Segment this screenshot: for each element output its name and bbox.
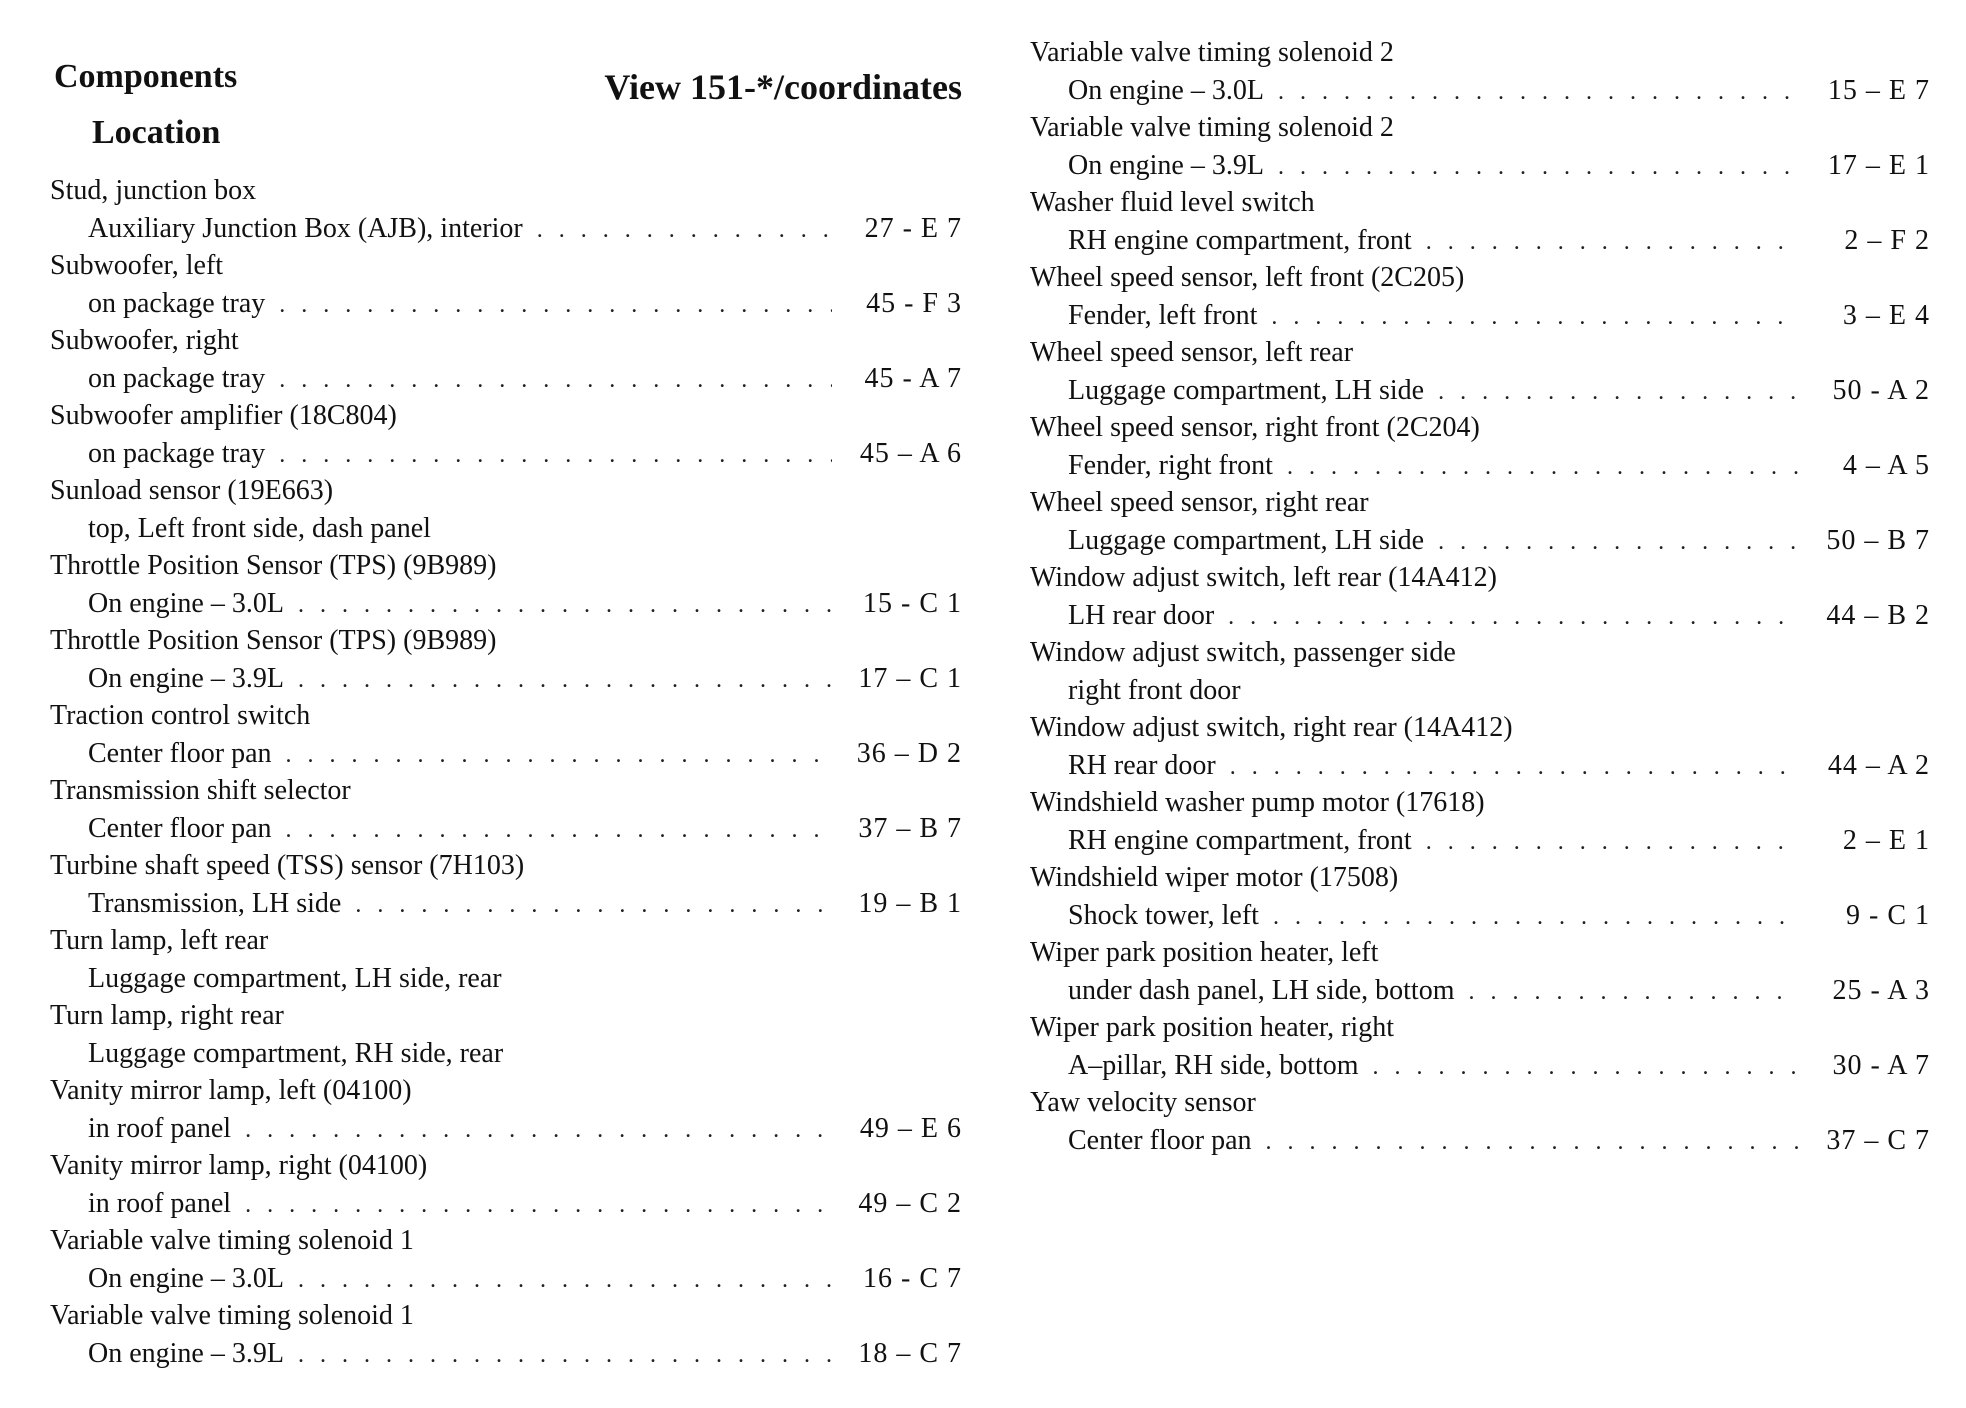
- component-coordinate: 37 – B 7: [858, 812, 962, 844]
- component-location: On engine – 3.9L: [88, 1337, 284, 1369]
- dot-leader: [355, 887, 832, 925]
- component-location-line: [50, 735, 962, 773]
- component-name: Window adjust switch, left rear (14A412): [1030, 562, 1497, 593]
- component-location: On engine – 3.0L: [88, 1262, 284, 1294]
- component-entry: [50, 1222, 962, 1297]
- component-location: on package tray: [88, 362, 266, 394]
- dot-leader: [279, 362, 832, 400]
- component-location-line: [1030, 1047, 1930, 1085]
- component-coordinate: 37 – C 7: [1826, 1124, 1930, 1156]
- component-location: Fender, left front: [1068, 299, 1258, 331]
- header-title-location: Location: [92, 114, 221, 151]
- component-name: Vanity mirror lamp, right (04100): [50, 1150, 428, 1181]
- component-entry: [50, 1147, 962, 1222]
- dot-leader: [1468, 974, 1800, 1012]
- component-location-line: [50, 1335, 962, 1373]
- component-name: Throttle Position Sensor (TPS) (9B989): [50, 625, 497, 656]
- component-entry: [50, 172, 962, 247]
- dot-leader: [286, 737, 833, 775]
- component-location: in roof panel: [88, 1112, 232, 1144]
- component-coordinate: 2 – F 2: [1844, 224, 1930, 256]
- component-entry: [1030, 484, 1930, 559]
- component-entry: [1030, 559, 1930, 634]
- component-coordinate: 45 - A 7: [864, 362, 962, 394]
- component-entry: [50, 397, 962, 472]
- header-view-coordinates: View 151-*/coordinates: [604, 67, 962, 107]
- dot-leader: [245, 1187, 832, 1225]
- component-location: Luggage compartment, RH side, rear: [88, 1037, 504, 1069]
- component-entry: [1030, 634, 1930, 709]
- component-coordinate: 16 - C 7: [863, 1262, 962, 1294]
- component-coordinate: 17 – C 1: [858, 662, 962, 694]
- component-name: Stud, junction box: [50, 175, 257, 206]
- component-location-line: [50, 510, 962, 548]
- component-coordinate: 44 – B 2: [1826, 599, 1930, 631]
- dot-leader: [298, 587, 832, 625]
- dot-leader: [245, 1112, 832, 1150]
- component-coordinate: 27 - E 7: [864, 212, 962, 244]
- component-entry: [1030, 109, 1930, 184]
- component-entry: [50, 472, 962, 547]
- component-coordinate: 4 – A 5: [1842, 449, 1930, 481]
- component-name: Variable valve timing solenoid 1: [50, 1300, 414, 1331]
- dot-leader: [1271, 299, 1800, 337]
- component-location-line: [1030, 147, 1930, 185]
- component-location-line: [50, 285, 962, 323]
- dot-leader: [1278, 74, 1800, 112]
- component-entry: [1030, 934, 1930, 1009]
- component-entry: [1030, 784, 1930, 859]
- component-coordinate: 50 - A 2: [1832, 374, 1930, 406]
- component-coordinate: 17 – E 1: [1827, 149, 1930, 181]
- component-location-line: [1030, 372, 1930, 410]
- component-list-left: [50, 172, 962, 1372]
- component-name: Traction control switch: [50, 700, 311, 731]
- component-location-line: [1030, 597, 1930, 635]
- component-coordinate: 2 – E 1: [1842, 824, 1930, 856]
- component-entry: [50, 847, 962, 922]
- component-location-line: [50, 960, 962, 998]
- component-location: on package tray: [88, 437, 266, 469]
- component-coordinate: 18 – C 7: [858, 1337, 962, 1369]
- component-entry: [50, 247, 962, 322]
- component-entry: [1030, 859, 1930, 934]
- component-name: Turn lamp, left rear: [50, 925, 269, 956]
- component-coordinate: 19 – B 1: [858, 887, 962, 919]
- dot-leader: [1228, 599, 1800, 637]
- component-location-line: [1030, 822, 1930, 860]
- component-name: Window adjust switch, passenger side: [1030, 637, 1456, 668]
- component-name: Transmission shift selector: [50, 775, 351, 806]
- component-location: in roof panel: [88, 1187, 232, 1219]
- component-entry: [1030, 1009, 1930, 1084]
- dot-leader: [1426, 224, 1800, 262]
- component-name: Variable valve timing solenoid 2: [1030, 37, 1394, 68]
- component-coordinate: 44 – A 2: [1827, 749, 1930, 781]
- component-location: Center floor pan: [1068, 1124, 1252, 1156]
- component-location: On engine – 3.9L: [88, 662, 284, 694]
- component-location-line: [50, 885, 962, 923]
- component-entry: [1030, 34, 1930, 109]
- component-location-line: [50, 1110, 962, 1148]
- component-coordinate: 45 - F 3: [866, 287, 962, 319]
- component-location-line: [50, 210, 962, 248]
- component-location-line: [50, 1185, 962, 1223]
- dot-leader: [286, 812, 833, 850]
- component-location-line: [1030, 972, 1930, 1010]
- component-location: On engine – 3.0L: [88, 587, 284, 619]
- component-location-line: [1030, 747, 1930, 785]
- component-location: under dash panel, LH side, bottom: [1068, 974, 1455, 1006]
- component-location: A–pillar, RH side, bottom: [1068, 1049, 1359, 1081]
- component-location: Center floor pan: [88, 737, 272, 769]
- component-location-line: [50, 810, 962, 848]
- component-location: On engine – 3.9L: [1068, 149, 1264, 181]
- component-location-line: [1030, 1122, 1930, 1160]
- component-location-line: [50, 660, 962, 698]
- component-coordinate: 49 – E 6: [859, 1112, 962, 1144]
- component-name: Wiper park position heater, right: [1030, 1012, 1394, 1043]
- component-location-line: [50, 435, 962, 473]
- component-coordinate: 30 - A 7: [1832, 1049, 1930, 1081]
- component-coordinate: 49 – C 2: [858, 1187, 962, 1219]
- dot-leader: [1278, 149, 1800, 187]
- component-location-line: [1030, 897, 1930, 935]
- component-name: Windshield washer pump motor (17618): [1030, 787, 1485, 818]
- component-location: Transmission, LH side: [88, 887, 342, 919]
- component-location-line: [50, 1260, 962, 1298]
- dot-leader: [1266, 1124, 1801, 1162]
- component-location: On engine – 3.0L: [1068, 74, 1264, 106]
- component-name: Vanity mirror lamp, left (04100): [50, 1075, 412, 1106]
- component-list-right: [1030, 34, 1930, 1159]
- component-entry: [50, 922, 962, 997]
- component-location: Auxiliary Junction Box (AJB), interior: [88, 212, 523, 244]
- component-location-line: [50, 360, 962, 398]
- left-column: [42, 0, 962, 1369]
- component-location: right front door: [1068, 674, 1241, 706]
- component-entry: [50, 1072, 962, 1147]
- component-entry: [50, 322, 962, 397]
- component-location: Luggage compartment, LH side, rear: [88, 962, 502, 994]
- component-name: Sunload sensor (19E663): [50, 475, 334, 506]
- dot-leader: [298, 1337, 832, 1375]
- component-location: top, Left front side, dash panel: [88, 512, 431, 544]
- component-entry: [1030, 1084, 1930, 1159]
- dot-leader: [1426, 824, 1800, 862]
- component-name: Turbine shaft speed (TSS) sensor (7H103): [50, 850, 525, 881]
- component-location-line: [1030, 522, 1930, 560]
- dot-leader: [298, 662, 832, 700]
- component-coordinate: 36 – D 2: [856, 737, 962, 769]
- dot-leader: [298, 1262, 832, 1300]
- dot-leader: [1438, 374, 1800, 412]
- component-location-line: [1030, 72, 1930, 110]
- component-name: Yaw velocity sensor: [1030, 1087, 1256, 1118]
- component-location-line: [1030, 672, 1930, 710]
- component-coordinate: 9 - C 1: [1846, 899, 1930, 931]
- component-entry: [1030, 259, 1930, 334]
- dot-leader: [279, 287, 832, 325]
- component-entry: [1030, 334, 1930, 409]
- component-location: Luggage compartment, LH side: [1068, 524, 1425, 556]
- component-name: Throttle Position Sensor (TPS) (9B989): [50, 550, 497, 581]
- component-name: Variable valve timing solenoid 2: [1030, 112, 1394, 143]
- component-location: RH engine compartment, front: [1068, 824, 1412, 856]
- component-location-line: [50, 585, 962, 623]
- component-name: Wheel speed sensor, right rear: [1030, 487, 1369, 518]
- component-coordinate: 3 – E 4: [1842, 299, 1930, 331]
- component-entry: [50, 997, 962, 1072]
- component-location-line: [1030, 447, 1930, 485]
- component-name: Subwoofer, left: [50, 250, 224, 281]
- dot-leader: [1230, 749, 1800, 787]
- component-entry: [50, 697, 962, 772]
- component-entry: [1030, 409, 1930, 484]
- component-name: Wiper park position heater, left: [1030, 937, 1379, 968]
- component-name: Variable valve timing solenoid 1: [50, 1225, 414, 1256]
- dot-leader: [1287, 449, 1800, 487]
- component-entry: [50, 1297, 962, 1372]
- component-entry: [1030, 709, 1930, 784]
- component-name: Washer fluid level switch: [1030, 187, 1315, 218]
- component-name: Window adjust switch, right rear (14A412): [1030, 712, 1513, 743]
- dot-leader: [1273, 899, 1800, 937]
- component-coordinate: 15 – E 7: [1827, 74, 1930, 106]
- header-title-components: Components: [54, 58, 238, 95]
- component-name: Windshield wiper motor (17508): [1030, 862, 1399, 893]
- component-entry: [50, 547, 962, 622]
- component-entry: [50, 622, 962, 697]
- component-name: Turn lamp, right rear: [50, 1000, 284, 1031]
- page-header: [42, 0, 962, 178]
- component-location: on package tray: [88, 287, 266, 319]
- component-location: RH engine compartment, front: [1068, 224, 1412, 256]
- component-coordinate: 25 - A 3: [1832, 974, 1930, 1006]
- component-name: Wheel speed sensor, right front (2C204): [1030, 412, 1480, 443]
- component-name: Wheel speed sensor, left front (2C205): [1030, 262, 1465, 293]
- component-location-line: [50, 1035, 962, 1073]
- component-name: Subwoofer amplifier (18C804): [50, 400, 397, 431]
- component-coordinate: 45 – A 6: [859, 437, 962, 469]
- component-name: Wheel speed sensor, left rear: [1030, 337, 1354, 368]
- dot-leader: [1373, 1049, 1800, 1087]
- component-location: Center floor pan: [88, 812, 272, 844]
- component-location: LH rear door: [1068, 599, 1215, 631]
- component-location-line: [1030, 297, 1930, 335]
- component-location: Fender, right front: [1068, 449, 1273, 481]
- component-entry: [50, 772, 962, 847]
- dot-leader: [537, 212, 832, 250]
- component-location-line: [1030, 222, 1930, 260]
- component-coordinate: 50 – B 7: [1826, 524, 1930, 556]
- component-location: Luggage compartment, LH side: [1068, 374, 1425, 406]
- dot-leader: [279, 437, 832, 475]
- component-location: Shock tower, left: [1068, 899, 1259, 931]
- component-coordinate: 15 - C 1: [863, 587, 962, 619]
- dot-leader: [1438, 524, 1800, 562]
- component-entry: [1030, 184, 1930, 259]
- component-name: Subwoofer, right: [50, 325, 239, 356]
- component-location: RH rear door: [1068, 749, 1216, 781]
